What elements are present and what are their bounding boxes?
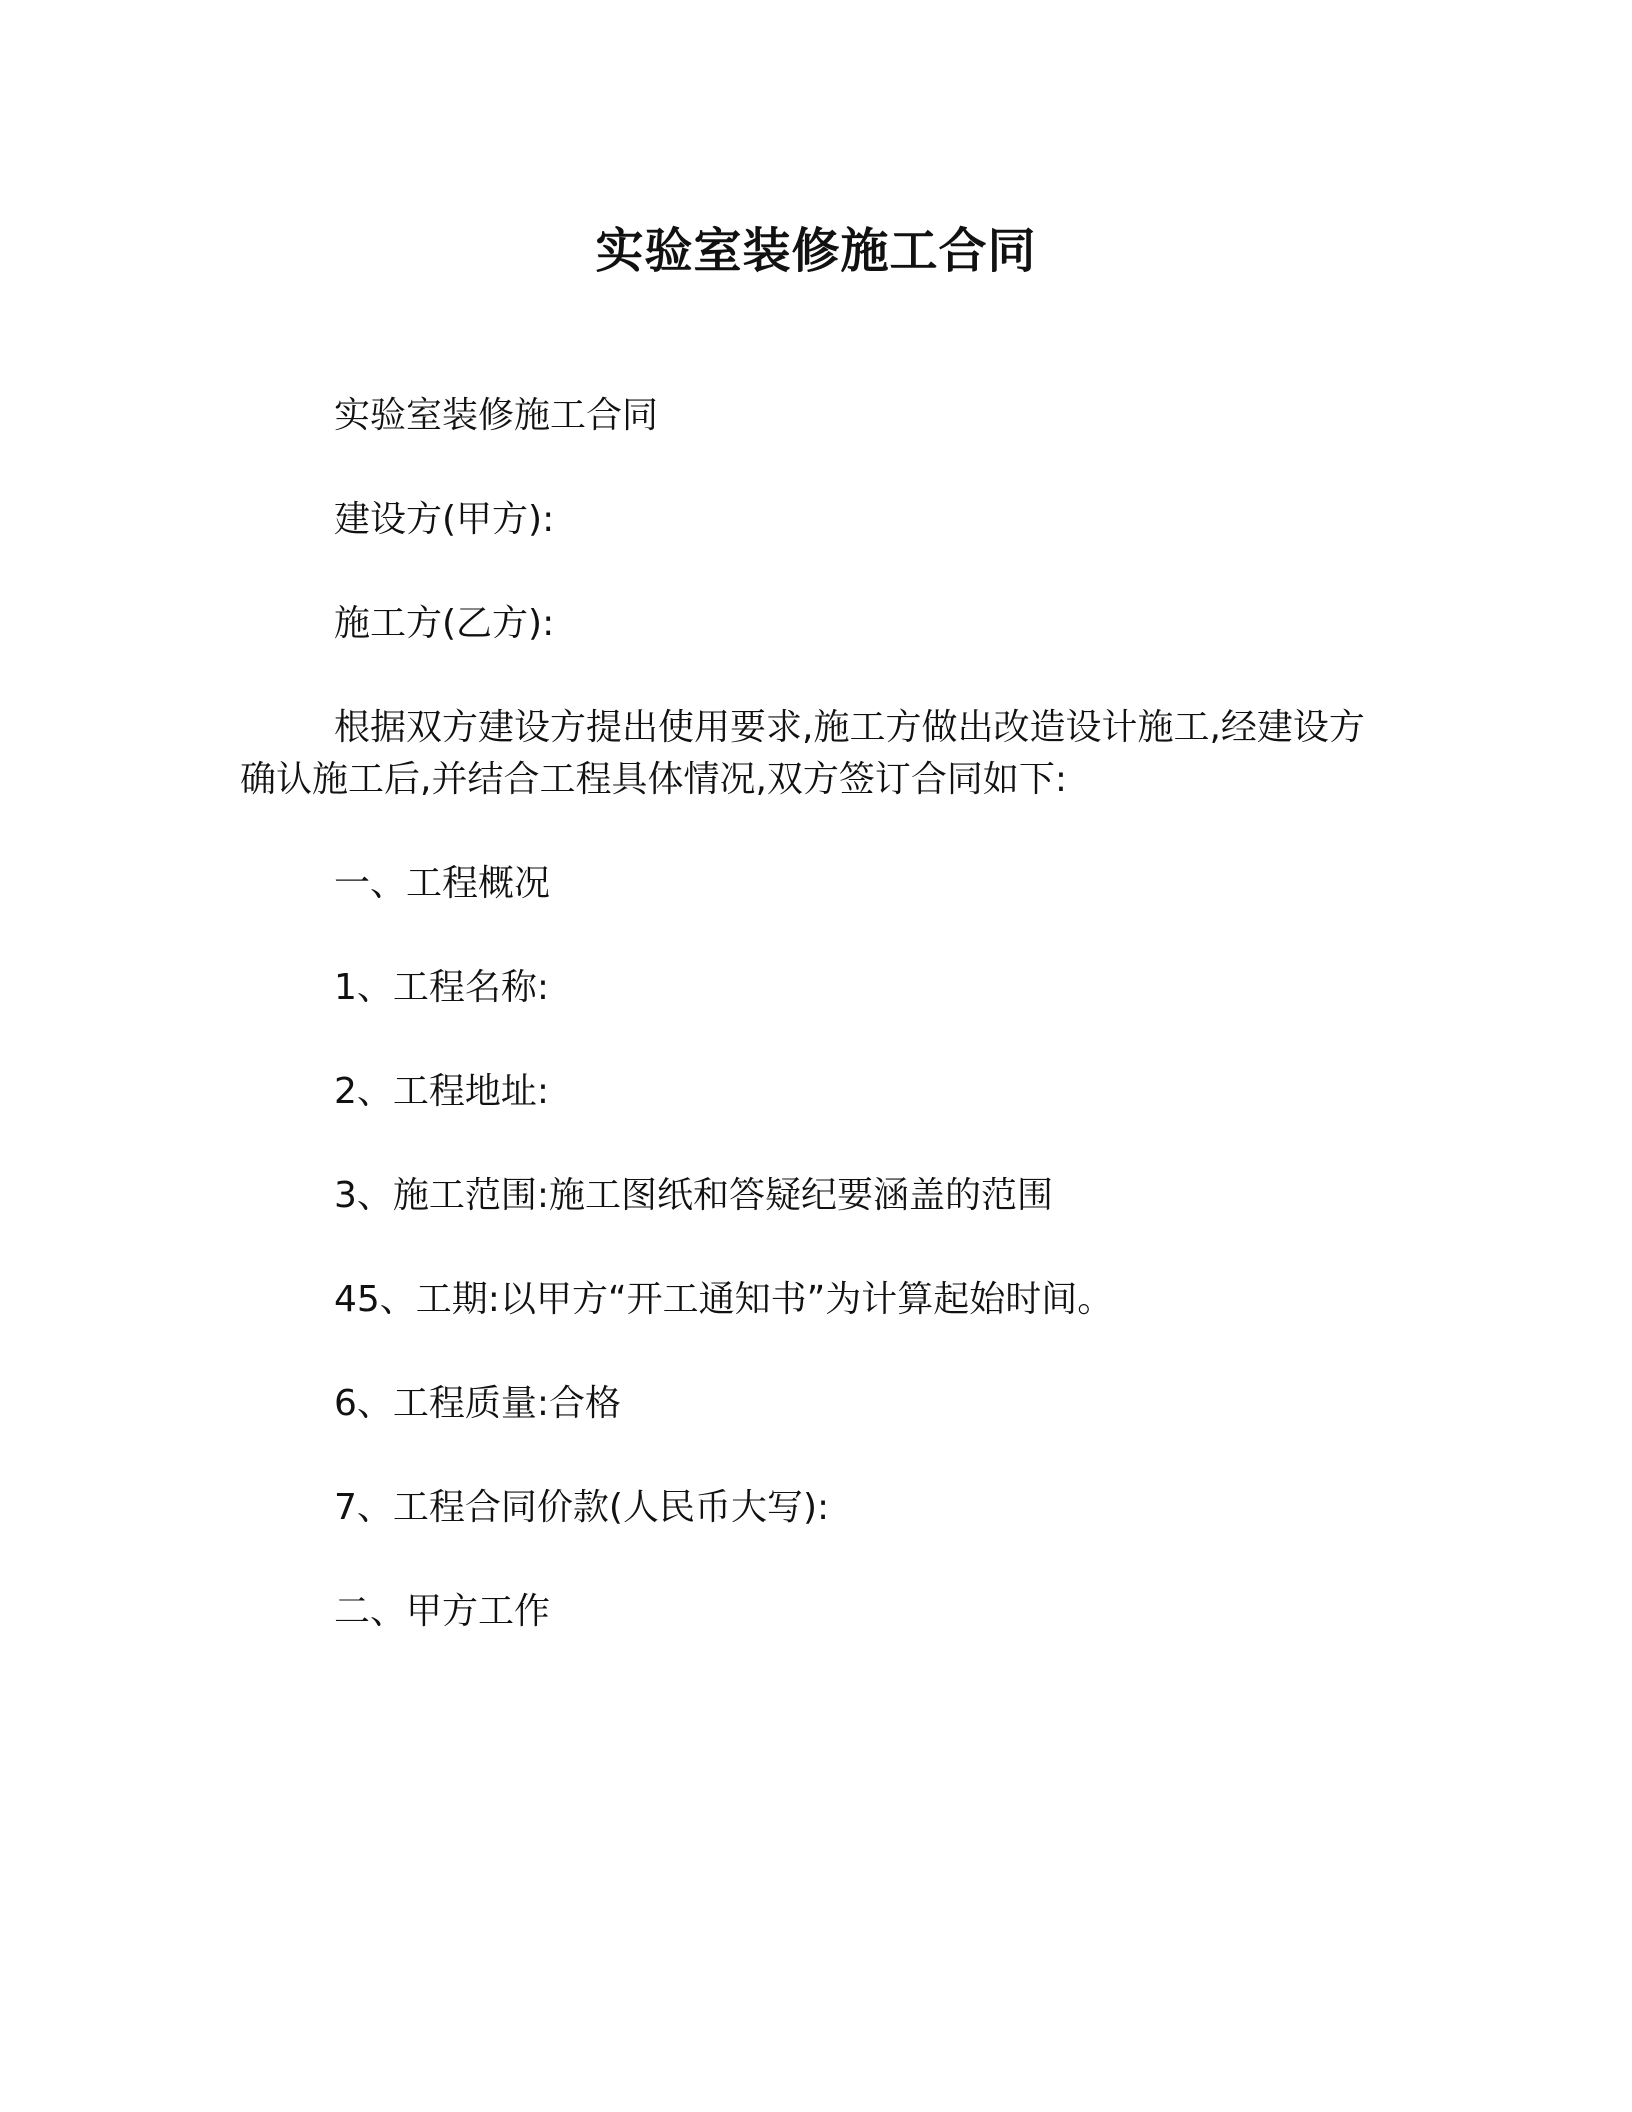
paragraph-heading-repeat: 实验室装修施工合同 xyxy=(334,395,659,436)
clause-contract-price: 7、工程合同价款(人民币大写): xyxy=(334,1487,830,1528)
clause-project-name: 1、工程名称: xyxy=(334,967,550,1008)
document-title: 实验室装修施工合同 xyxy=(595,223,1037,279)
clause-construction-period: 45、工期:以甲方“开工通知书”为计算起始时间。 xyxy=(334,1279,1114,1320)
clause-construction-scope: 3、施工范围:施工图纸和答疑纪要涵盖的范围 xyxy=(334,1175,1054,1216)
paragraph-party-b: 施工方(乙方): xyxy=(334,603,555,644)
section-heading-project-overview: 一、工程概况 xyxy=(334,863,551,904)
paragraph-preamble: 根据双方建设方提出使用要求,施工方做出改造设计施工,经建设方确认施工后,并结合工程具体情况,双方签订合同如下: xyxy=(240,707,1365,800)
document-body xyxy=(240,390,1392,1690)
clause-project-quality: 6、工程质量:合格 xyxy=(334,1383,622,1424)
section-heading-party-a-work: 二、甲方工作 xyxy=(334,1591,551,1632)
clause-project-address: 2、工程地址: xyxy=(334,1071,550,1112)
paragraph-party-a: 建设方(甲方): xyxy=(334,499,555,540)
